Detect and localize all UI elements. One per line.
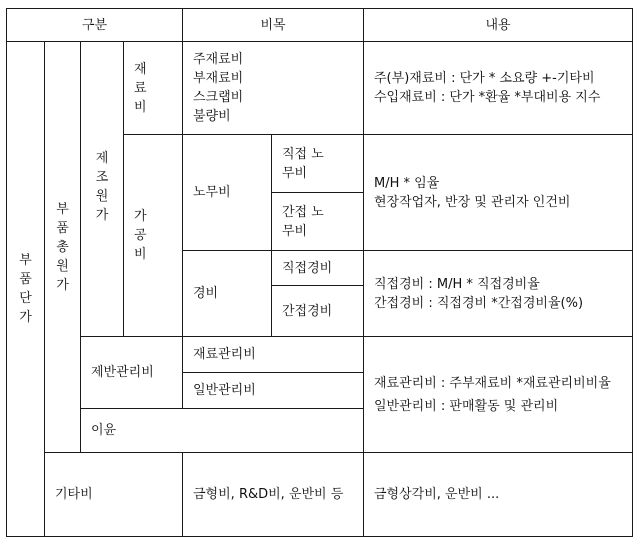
cost-breakdown-table bbox=[6, 8, 633, 537]
content-line: 간접경비 : 직접경비 *간접경비율(%) bbox=[374, 295, 584, 311]
unit-price-label: 부품단가 bbox=[19, 253, 32, 325]
indirect-expense-cell bbox=[272, 286, 364, 337]
material-item: 주재료비 bbox=[193, 52, 244, 67]
expense-content-cell bbox=[364, 251, 633, 337]
other-content-cell bbox=[364, 453, 633, 537]
content-line: M/H * 임율 bbox=[374, 175, 440, 191]
manufacturing-cost-cell bbox=[81, 42, 124, 337]
expense-label: 경비 bbox=[193, 286, 219, 301]
content-line: 수입재료비 : 단가 *환율 *부대비용 지수 bbox=[374, 90, 601, 105]
labor-content-cell bbox=[364, 135, 633, 251]
manufacturing-cost-label: 제조원가 bbox=[95, 151, 109, 223]
header-item: 비목 bbox=[183, 9, 364, 42]
material-items-cell bbox=[183, 42, 364, 135]
material-content-cell bbox=[364, 42, 633, 135]
unit-price-cell bbox=[7, 42, 45, 537]
material-item: 불량비 bbox=[193, 109, 231, 124]
content-line: 일반관리비 : 판매활동 및 관리비 bbox=[374, 398, 559, 414]
other-items-cell bbox=[183, 453, 364, 537]
profit-cell bbox=[81, 409, 364, 453]
indirect-labor-cell bbox=[272, 193, 364, 251]
direct-expense-cell bbox=[272, 251, 364, 286]
labor-cost-label: 노무비 bbox=[193, 185, 231, 200]
total-cost-cell bbox=[45, 42, 81, 453]
profit-label: 이윤 bbox=[91, 423, 117, 438]
general-admin-cell bbox=[81, 337, 183, 409]
direct-labor-label: 직접 노무비 bbox=[282, 146, 324, 181]
total-cost-label: 부품총원가 bbox=[56, 201, 69, 293]
labor-cost-cell bbox=[183, 135, 272, 251]
header-category: 구분 bbox=[7, 9, 183, 42]
direct-labor-cell bbox=[272, 135, 364, 193]
content-line: 현장작업자, 반장 및 관리자 인건비 bbox=[374, 194, 571, 210]
table-row bbox=[7, 42, 633, 135]
other-content-label: 금형상각비, 운반비 ... bbox=[374, 487, 500, 502]
general-mgmt-label: 일반관리비 bbox=[193, 383, 256, 398]
content-line: 재료관리비 : 주부재료비 *재료관리비비율 bbox=[374, 375, 611, 391]
other-cost-cell bbox=[45, 453, 183, 537]
content-line: 직접경비 : M/H * 직접경비율 bbox=[374, 276, 540, 292]
material-mgmt-cell bbox=[183, 337, 364, 373]
processing-cost-cell bbox=[124, 135, 183, 337]
indirect-labor-label: 간접 노무비 bbox=[282, 204, 324, 239]
table-row bbox=[7, 337, 633, 373]
material-cost-cell bbox=[124, 42, 183, 135]
material-cost-label: 재료비 bbox=[134, 61, 147, 115]
content-line: 주(부)재료비 : 단가 * 소요량 +-기타비 bbox=[374, 71, 595, 86]
header-row bbox=[7, 9, 633, 42]
material-item: 부재료비 bbox=[193, 71, 244, 86]
general-mgmt-cell bbox=[183, 373, 364, 409]
header-content: 내용 bbox=[364, 9, 633, 42]
table-row bbox=[7, 453, 633, 537]
other-cost-label: 기타비 bbox=[55, 487, 93, 502]
direct-expense-label: 직접경비 bbox=[282, 260, 333, 276]
admin-content-cell bbox=[364, 337, 633, 453]
general-admin-label: 제반관리비 bbox=[91, 365, 154, 380]
other-items-label: 금형비, R&D비, 운반비 등 bbox=[193, 487, 344, 502]
expense-cell bbox=[183, 251, 272, 337]
processing-cost-label: 가공비 bbox=[134, 209, 147, 262]
indirect-expense-label: 간접경비 bbox=[282, 303, 333, 319]
material-item: 스크랩비 bbox=[193, 90, 244, 105]
material-mgmt-label: 재료관리비 bbox=[193, 347, 256, 362]
